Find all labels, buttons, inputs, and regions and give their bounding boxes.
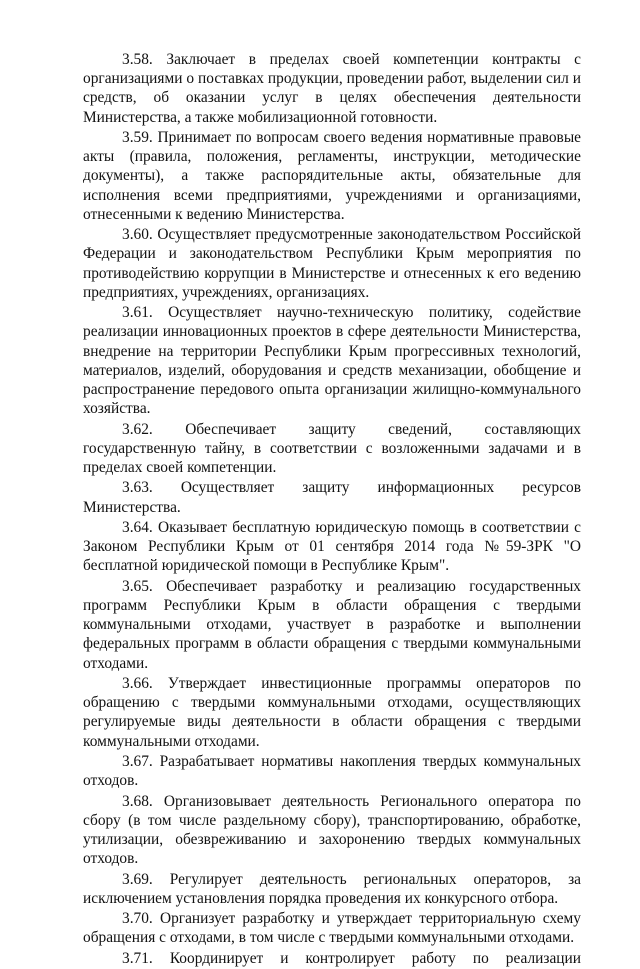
paragraph-number: 3.65.	[122, 577, 153, 595]
paragraph-text: Осуществляет научно-техническую политику, содействие реализации инновационных проектов в сфере деятельности Министерства, внедрение на территории Республики Крым прогрессивных технологий, материалов, изделий, оборудования и средств механизации, обобщение и распространение передового опыта организации жилищно-коммунального хозяйства.	[83, 304, 581, 418]
paragraph-text: Организует разработку и утверждает территориальную схему обращения с отходами, в том числе с твердыми коммунальными отходами.	[83, 910, 581, 947]
document-page	[83, 50, 581, 969]
paragraph-3-70	[83, 909, 581, 947]
paragraph-number: 3.62.	[122, 420, 153, 438]
paragraph-3-64	[83, 518, 581, 576]
paragraph-3-66	[83, 674, 581, 751]
paragraph-number: 3.60.	[122, 226, 153, 244]
paragraph-3-63	[83, 478, 581, 516]
paragraph-text: Принимает по вопросам своего ведения нормативные правовые акты (правила, положения, регламенты, инструкции, методические документы), а также распорядительные акты, обязательные для исполнения всеми предприятиями, учреждениями и организациями, отнесенными к ведению Министерства.	[83, 129, 581, 223]
paragraph-text: Осуществляет защиту информационных ресурсов Министерства.	[83, 479, 581, 516]
paragraph-number: 3.63.	[122, 479, 153, 497]
paragraph-number: 3.68.	[122, 792, 153, 810]
paragraph-text: Заключает в пределах своей компетенции контракты с организациями о поставках продукции, проведении работ, выделении сил и средств, об оказании услуг в целях обеспечения деятельности Министерства, а также мобилизационной готовности.	[83, 51, 581, 126]
paragraph-number: 3.58.	[122, 51, 153, 68]
paragraph-3-59	[83, 128, 581, 224]
paragraph-number: 3.66.	[122, 675, 153, 692]
paragraph-3-67	[83, 752, 581, 790]
paragraph-text: Обеспечивает защиту сведений, составляющих государственную тайну, в соответствии с возложенными задачами и в пределах своей компетенции.	[83, 420, 581, 477]
paragraph-3-69	[83, 870, 581, 908]
paragraph-number: 3.67.	[122, 753, 153, 770]
paragraph-text: Оказывает бесплатную юридическую помощь в соответствии с Законом Республики Крым от 01 сентября 2014 года №59-ЗРК "О бесплатной юридической помощи в Республике Крым".	[83, 519, 581, 575]
paragraph-3-61	[83, 303, 581, 418]
paragraph-number: 3.64.	[122, 519, 153, 536]
paragraph-3-71	[83, 949, 581, 968]
paragraph-number: 3.70.	[122, 910, 153, 928]
paragraph-number: 3.69.	[122, 870, 153, 888]
paragraph-text: Организовывает деятельность Регионального оператора по сбору (в том числе раздельному сбору), транспортированию, обработке, утилизации, обезвреживанию и захоронению твердых коммунальных отходов.	[83, 792, 581, 868]
paragraph-text: Координирует и контролирует работу по реализации	[169, 949, 581, 967]
paragraph-number: 3.71.	[122, 949, 153, 967]
paragraph-3-62	[83, 420, 581, 478]
paragraph-number: 3.61.	[122, 304, 153, 322]
paragraph-3-65	[83, 577, 581, 673]
paragraph-text: Регулирует деятельность региональных операторов, за исключением установления порядка проведения их конкурсного отбора.	[83, 870, 581, 907]
paragraph-text: Осуществляет предусмотренные законодательством Российской Федерации и законодательством Республики Крым мероприятия по противодействию коррупции в Министерстве и отнесенных к его ведению предприятиях, учреждениях, организациях.	[83, 226, 581, 301]
paragraph-text: Обеспечивает разработку и реализацию государственных программ Республики Крым в области обращения с твердыми коммунальными отходами, участвует в разработке и выполнении федеральных программ в области обращения с твердыми коммунальными отходами.	[83, 577, 581, 672]
paragraph-number: 3.59.	[122, 129, 153, 146]
paragraph-text: Утверждает инвестиционные программы операторов по обращению с твердыми коммунальными отходами, осуществляющих регулируемые виды деятельности в области обращения с твердыми коммунальными отходами.	[83, 675, 581, 750]
paragraph-3-60	[83, 225, 581, 302]
paragraph-3-58	[83, 50, 581, 127]
paragraph-3-68	[83, 792, 581, 869]
paragraph-text: Разрабатывает нормативы накопления твердых коммунальных отходов.	[83, 753, 581, 790]
